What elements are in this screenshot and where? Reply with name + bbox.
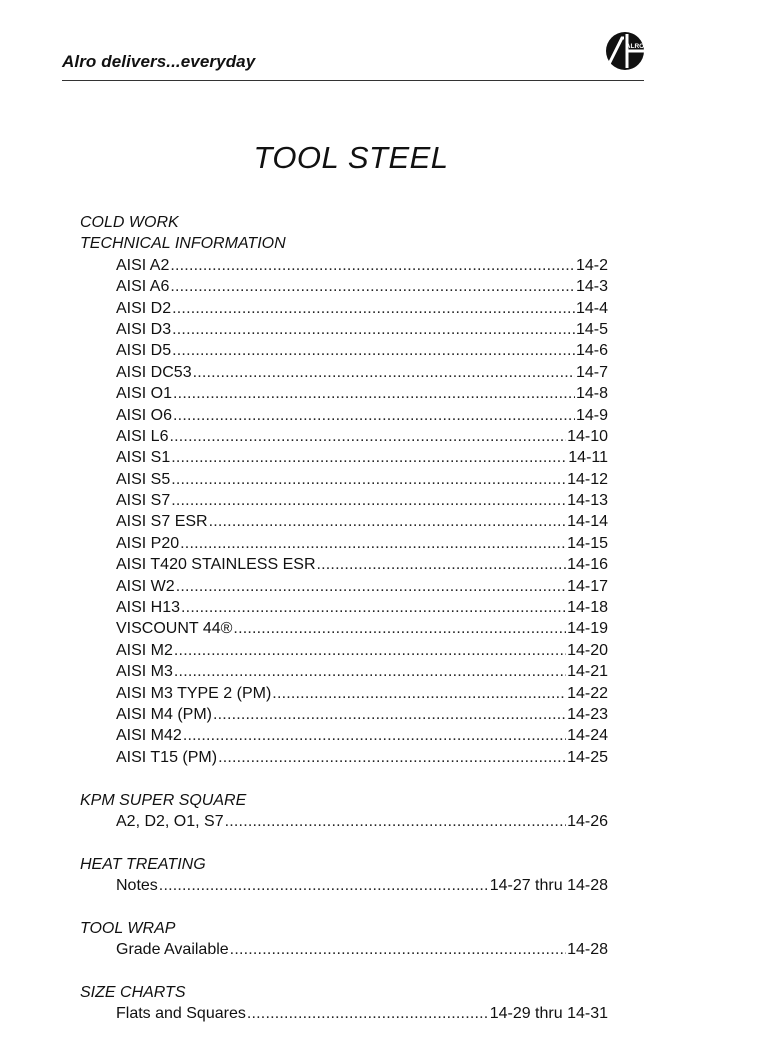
entry-page-number: 14-28 <box>567 941 608 959</box>
entry-page-number: 14-20 <box>567 641 608 659</box>
toc-entry <box>116 640 608 661</box>
dot-leader <box>159 875 489 896</box>
toc-entry <box>116 319 608 340</box>
toc-entry <box>116 875 608 896</box>
toc-entry <box>116 618 608 639</box>
toc-entry <box>116 683 608 704</box>
entry-page-number: 14-17 <box>567 577 608 595</box>
entry-label: AISI M4 (PM) <box>116 705 213 723</box>
dot-leader <box>218 747 566 768</box>
dot-leader <box>174 661 566 682</box>
entry-page-number: 14-24 <box>567 727 608 745</box>
entry-page-number: 14-13 <box>567 492 608 510</box>
dot-leader <box>213 704 566 725</box>
entry-page-number: 14-10 <box>567 427 608 445</box>
dot-leader <box>183 725 566 746</box>
entry-page-number: 14-15 <box>567 534 608 552</box>
toc-entry <box>116 469 608 490</box>
toc-entry <box>116 554 608 575</box>
toc-entry <box>116 447 608 468</box>
toc-entry <box>116 490 608 511</box>
page-title: TOOL STEEL <box>253 140 449 175</box>
toc-entry <box>116 704 608 725</box>
toc-section <box>80 212 608 768</box>
dot-leader <box>181 597 566 618</box>
dot-leader <box>174 640 566 661</box>
dot-leader <box>180 533 566 554</box>
entry-page-number: 14-19 <box>567 620 608 638</box>
entry-label: AISI L6 <box>116 427 169 445</box>
entry-page-number: 14-18 <box>567 599 608 617</box>
entry-label: AISI A6 <box>116 278 170 296</box>
entry-page-number: 14-22 <box>567 684 608 702</box>
entry-label: Notes <box>116 877 158 895</box>
dot-leader <box>170 276 575 297</box>
dot-leader <box>247 1003 489 1024</box>
entry-page-number: 14-6 <box>575 342 608 360</box>
entry-page-number: 14-29 thru 14-31 <box>489 1005 608 1023</box>
dot-leader <box>172 340 575 361</box>
dot-leader <box>233 618 566 639</box>
toc-entry <box>116 405 608 426</box>
entry-label: AISI P20 <box>116 534 180 552</box>
entry-page-number: 14-4 <box>575 299 608 317</box>
dot-leader <box>317 554 567 575</box>
entry-label: AISI S1 <box>116 449 171 467</box>
toc-entry <box>116 276 608 297</box>
toc-section <box>80 982 608 1025</box>
entry-page-number: 14-7 <box>575 363 608 381</box>
entry-page-number: 14-23 <box>567 705 608 723</box>
dot-leader <box>193 362 575 383</box>
entry-page-number: 14-5 <box>575 320 608 338</box>
dot-leader <box>176 576 566 597</box>
entry-label: AISI H13 <box>116 599 181 617</box>
dot-leader <box>173 383 575 404</box>
section-heading: TOOL WRAP <box>80 919 176 937</box>
entry-label: AISI DC53 <box>116 363 192 381</box>
dot-leader <box>171 469 566 490</box>
entry-label: Flats and Squares <box>116 1005 246 1023</box>
toc-entry <box>116 1003 608 1024</box>
toc-entry <box>116 597 608 618</box>
entry-label: AISI T15 (PM) <box>116 748 218 766</box>
dot-leader <box>172 298 575 319</box>
toc-entry <box>116 298 608 319</box>
section-heading: SIZE CHARTS <box>80 984 186 1002</box>
entry-page-number: 14-21 <box>567 663 608 681</box>
toc-section <box>80 918 608 961</box>
entry-label: AISI M2 <box>116 641 173 659</box>
dot-leader <box>230 939 566 960</box>
entry-label: AISI D3 <box>116 320 172 338</box>
entry-label: AISI S5 <box>116 470 171 488</box>
dot-leader <box>171 490 566 511</box>
toc-entry <box>116 747 608 768</box>
dot-leader <box>169 426 566 447</box>
logo-text: ALRO <box>625 43 645 50</box>
alro-logo-icon <box>604 30 646 72</box>
dot-leader <box>172 319 575 340</box>
toc-entry <box>116 426 608 447</box>
dot-leader <box>225 811 566 832</box>
entry-label: AISI T420 STAINLESS ESR <box>116 556 316 574</box>
section-heading: HEAT TREATING <box>80 855 206 873</box>
toc-entry <box>116 255 608 276</box>
entry-label: AISI S7 <box>116 492 171 510</box>
toc-entry <box>116 811 608 832</box>
entry-page-number: 14-9 <box>575 406 608 424</box>
entry-label: AISI M3 <box>116 663 173 681</box>
table-of-contents <box>80 212 608 1046</box>
toc-entry <box>116 362 608 383</box>
toc-entry <box>116 340 608 361</box>
toc-entry <box>116 939 608 960</box>
toc-entry <box>116 725 608 746</box>
entry-label: Grade Available <box>116 941 229 959</box>
dot-leader <box>171 447 567 468</box>
section-heading: COLD WORK <box>80 214 179 231</box>
toc-section <box>80 790 608 833</box>
entry-label: AISI D5 <box>116 342 172 360</box>
entry-label: AISI M3 TYPE 2 (PM) <box>116 684 272 702</box>
entry-label: A2, D2, O1, S7 <box>116 812 224 830</box>
dot-leader <box>209 511 566 532</box>
page-header <box>62 30 644 81</box>
toc-section <box>80 854 608 897</box>
dot-leader <box>173 405 575 426</box>
dot-leader <box>170 255 575 276</box>
entry-page-number: 14-27 thru 14-28 <box>489 877 608 895</box>
entry-label: VISCOUNT 44® <box>116 620 233 638</box>
dot-leader <box>272 683 566 704</box>
entry-label: AISI S7 ESR <box>116 513 208 531</box>
entry-page-number: 14-3 <box>575 278 608 296</box>
toc-entry <box>116 661 608 682</box>
entry-page-number: 14-12 <box>567 470 608 488</box>
toc-entry <box>116 511 608 532</box>
entry-page-number: 14-25 <box>567 748 608 766</box>
entry-label: AISI O6 <box>116 406 173 424</box>
entry-label: AISI W2 <box>116 577 175 595</box>
entry-label: AISI A2 <box>116 256 170 274</box>
section-heading: KPM SUPER SQUARE <box>80 791 247 809</box>
section-heading: TECHNICAL INFORMATION <box>80 235 286 253</box>
entry-page-number: 14-26 <box>567 812 608 830</box>
entry-page-number: 14-8 <box>575 385 608 403</box>
toc-entry <box>116 383 608 404</box>
entry-label: AISI O1 <box>116 385 173 403</box>
entry-label: AISI D2 <box>116 299 172 317</box>
entry-label: AISI M42 <box>116 727 182 745</box>
entry-page-number: 14-16 <box>567 556 608 574</box>
toc-entry <box>116 533 608 554</box>
entry-page-number: 14-14 <box>567 513 608 531</box>
entry-page-number: 14-2 <box>575 256 608 274</box>
tagline: Alro delivers...everyday <box>62 52 256 71</box>
toc-entry <box>116 576 608 597</box>
entry-page-number: 14-11 <box>568 449 608 467</box>
